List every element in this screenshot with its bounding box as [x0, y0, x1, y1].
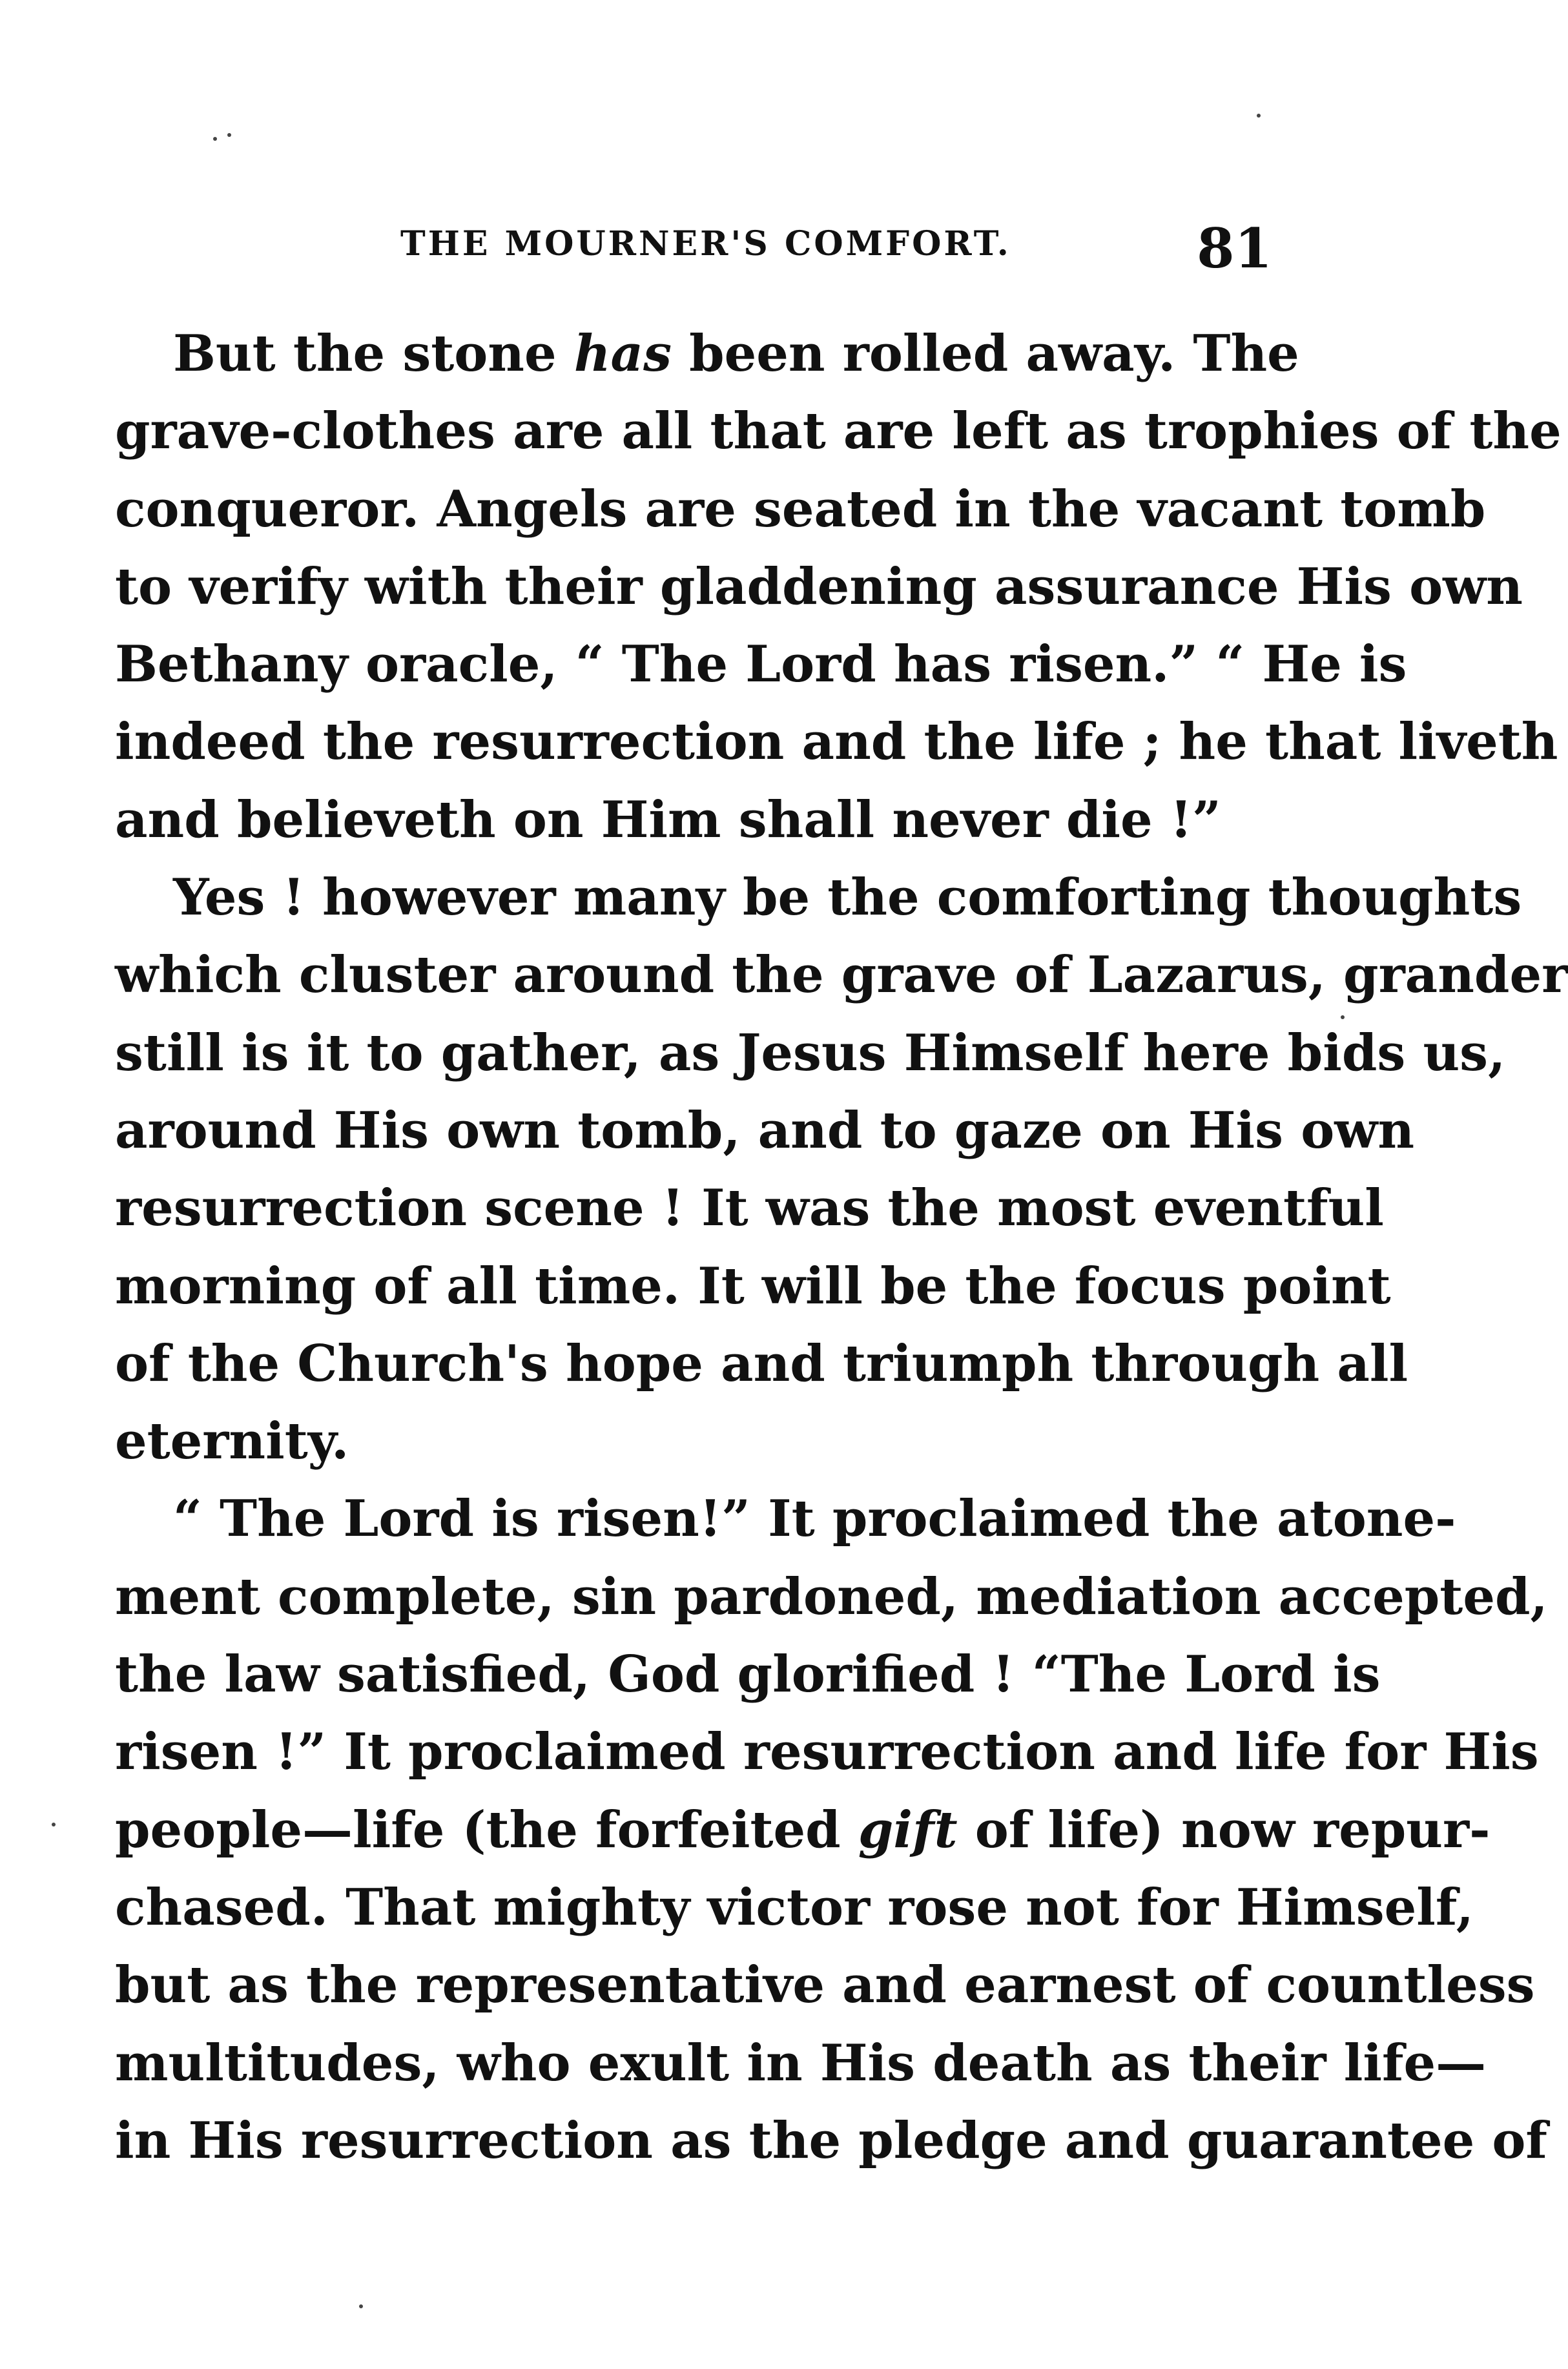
text-line: eternity.: [115, 1412, 349, 1471]
print-speck: [227, 133, 231, 137]
text-line: ment complete, sin pardoned, mediation accepted,: [115, 1567, 1548, 1626]
text-line: Yes ! however many be the comforting thoughts: [173, 868, 1522, 927]
paragraph: [115, 315, 1562, 859]
text-line: and believeth on Him shall never die !”: [115, 790, 1221, 849]
text-line: risen !” It proclaimed resurrection and life for His: [115, 1722, 1539, 1782]
text-line: “ The Lord is risen!” It proclaimed the atone-: [173, 1489, 1456, 1549]
print-speck: [1341, 1015, 1345, 1019]
text-line: the law satisfied, God glorified ! “The Lord is: [115, 1645, 1381, 1704]
text-line: indeed the resurrection and the life ; he that liveth: [115, 712, 1558, 772]
text-line: around His own tomb, and to gaze on His own: [115, 1101, 1415, 1160]
text-line: which cluster around the grave of Lazarus, grander: [115, 946, 1568, 1005]
text-line: of the Church's hope and triumph through all: [115, 1334, 1408, 1393]
print-speck: [359, 2304, 363, 2308]
emphasis: gift: [858, 1800, 958, 1859]
text-line: grave-clothes are all that are left as trophies of the: [115, 402, 1562, 461]
emphasis: has: [573, 324, 672, 383]
paragraph: [115, 1480, 1548, 2180]
body-text: [115, 315, 1568, 2180]
paragraph: [115, 859, 1568, 1480]
text-line: But the stone has been rolled away. The: [173, 324, 1299, 383]
page-number: 81: [1197, 216, 1272, 280]
text-line: people—life (the forfeited gift of life) now repur-: [115, 1800, 1491, 1859]
text-line: chased. That mighty victor rose not for Himself,: [115, 1878, 1474, 1937]
text-line: resurrection scene ! It was the most eventful: [115, 1179, 1384, 1238]
text-line: but as the representative and earnest of countless: [115, 1956, 1535, 2015]
text-line: in His resurrection as the pledge and guarantee of: [115, 2111, 1547, 2170]
running-title: THE MOURNER'S COMFORT.: [400, 224, 1011, 264]
text-line: multitudes, who exult in His death as their life—: [115, 2033, 1487, 2093]
text-line: to verify with their gladdening assurance His own: [115, 557, 1523, 616]
page-header: [116, 216, 1272, 281]
print-speck: [1257, 114, 1261, 118]
text-line: Bethany oracle, “ The Lord has risen.” “ He is: [115, 635, 1407, 694]
text-line: morning of all time. It will be the focus point: [115, 1256, 1391, 1316]
print-speck: [213, 137, 217, 141]
print-speck: [52, 1823, 56, 1826]
text-line: conqueror. Angels are seated in the vacant tomb: [115, 479, 1486, 539]
text-line: still is it to gather, as Jesus Himself here bids us,: [115, 1023, 1506, 1082]
